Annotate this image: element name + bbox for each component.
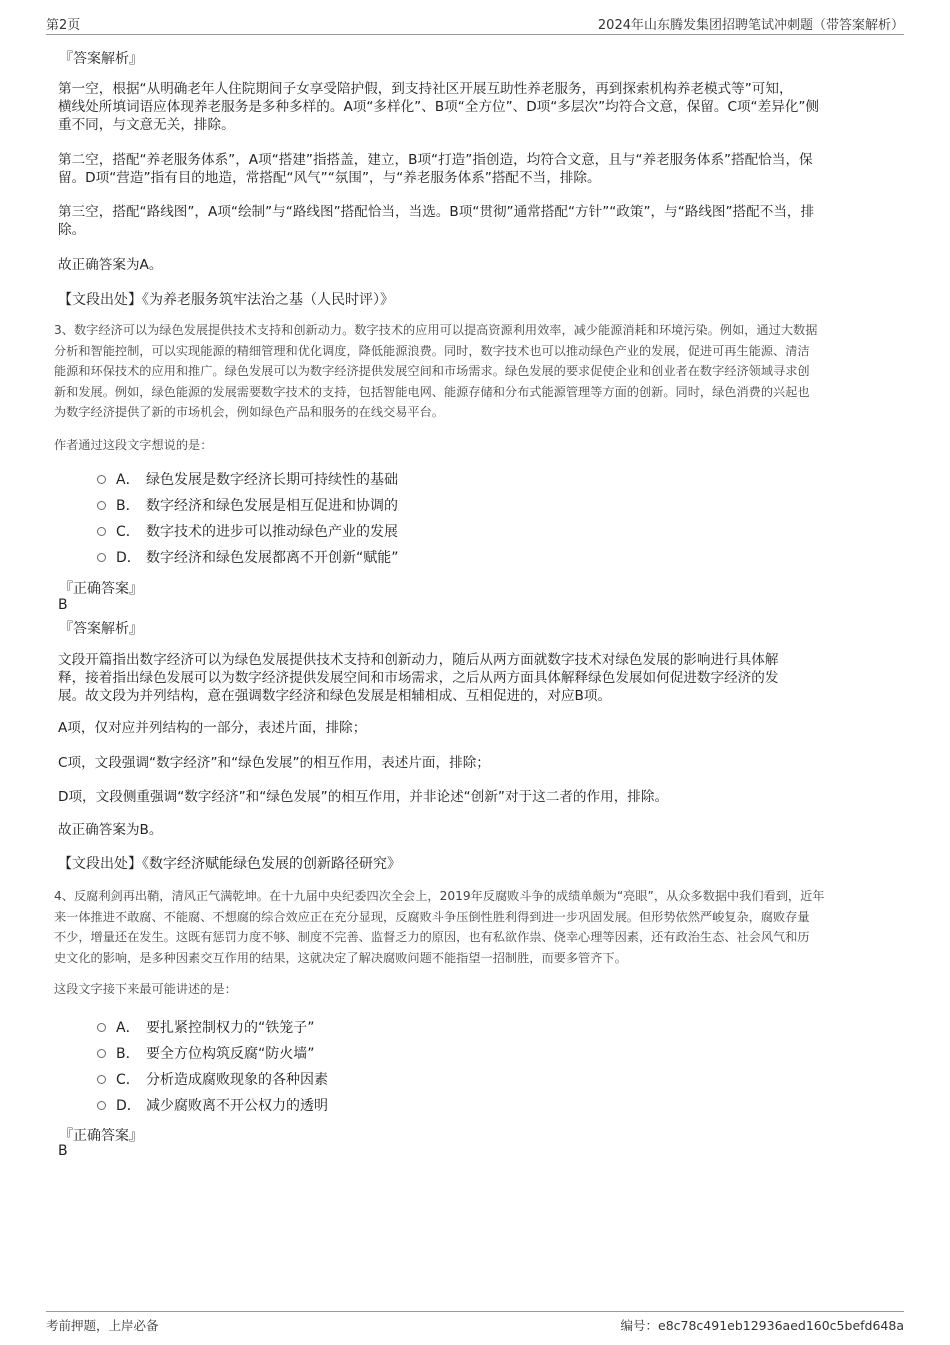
radio-icon[interactable] xyxy=(97,1023,106,1032)
option-a[interactable] xyxy=(97,468,398,490)
page-header xyxy=(46,12,904,35)
source-citation: 【文段出处】《为养老服务筑牢法治之基（人民时评）》 xyxy=(58,292,394,308)
footer-slogan: 考前押题，上岸必备 xyxy=(46,1318,159,1333)
option-letter: A． xyxy=(116,1020,140,1036)
text-line: 史文化的影响，是多种因素交互作用的结果，这就决定了解决腐败问题不能指望一招制胜，而要多管齐下。 xyxy=(54,950,627,965)
analysis-paragraph: D项，文段侧重强调“数字经济”和“绿色发展”的相互作用，并非论述“创新”对于这二者的作用，排除。 xyxy=(58,789,669,805)
question-stem xyxy=(54,320,899,423)
text-line: 来一体推进不敢腐、不能腐、不想腐的综合效应正在充分显现，反腐败斗争压倒性胜利得到进一步巩固发展。但形势依然严峻复杂，腐败存量 xyxy=(54,909,810,924)
analysis-paragraph xyxy=(58,651,888,705)
radio-icon[interactable] xyxy=(97,527,106,536)
option-d[interactable] xyxy=(97,546,399,568)
option-a[interactable] xyxy=(97,1016,315,1038)
text-line: 不少，增量还在发生。这既有惩罚力度不够、制度不完善、监督乏力的原因，也有私欲作祟、侥幸心理等因素，还有政治生态、社会风气和历 xyxy=(54,930,810,944)
text-line: 文段开篇指出数字经济可以为绿色发展提供技术支持和创新动力，随后从两方面就数字技术对绿色发展的影响进行具体解 xyxy=(58,652,779,668)
analysis-paragraph xyxy=(58,151,888,187)
option-text: 要扎紧控制权力的“铁笼子” xyxy=(146,1020,315,1036)
text-line: 释，接着指出绿色发展可以为数字经济提供发展空间和市场需求，之后从两方面具体解释绿色发展如何促进数字经济的发 xyxy=(58,670,779,686)
text-line: 为数字经济提供了新的市场机会，例如绿色产品和服务的在线交易平台。 xyxy=(54,405,444,419)
answer-label: 『正确答案』 xyxy=(59,581,143,597)
option-c[interactable] xyxy=(97,520,398,542)
text-line: 第三空，搭配“路线图”，A项“绘制”与“路线图”搭配恰当，当选。B项“贯彻”通常搭配“方针”“政策”，与“路线图”搭配不当，排 xyxy=(58,204,815,220)
option-letter: D． xyxy=(116,1098,141,1114)
option-letter: A． xyxy=(116,472,140,488)
option-d[interactable] xyxy=(97,1094,328,1116)
radio-icon[interactable] xyxy=(97,1101,106,1110)
question-prompt: 作者通过这段文字想说的是： xyxy=(54,438,213,452)
option-letter: D． xyxy=(116,550,141,566)
document-id: 编号：e8c78c491eb12936aed160c5befd648a xyxy=(620,1318,904,1333)
answer-label: 『正确答案』 xyxy=(59,1128,143,1144)
radio-icon[interactable] xyxy=(97,501,106,510)
option-b[interactable] xyxy=(97,1042,315,1064)
answer-value: B xyxy=(58,1143,68,1159)
text-line: 重不同，与文意无关，排除。 xyxy=(58,117,235,133)
text-line: 分析和智能控制，可以实现能源的精细管理和优化调度，降低能源浪费。同时，数字技术也可以推动绿色产业的发展，促进可再生能源、清洁 xyxy=(54,343,810,358)
analysis-paragraph xyxy=(58,203,888,239)
analysis-paragraph xyxy=(58,80,888,134)
radio-icon[interactable] xyxy=(97,553,106,562)
text-line: 横线处所填词语应体现养老服务是多种多样的。A项“多样化”、B项“全方位”、D项“多层次”均符合文意，保留。C项“差异化”侧 xyxy=(58,99,820,115)
source-citation: 【文段出处】《数字经济赋能绿色发展的创新路径研究》 xyxy=(58,856,401,872)
text-line: 展。故文段为并列结构，意在强调数字经济和绿色发展是相辅相成、互相促进的，对应B项。 xyxy=(58,688,612,704)
option-c[interactable] xyxy=(97,1068,328,1090)
option-text: 减少腐败离不开公权力的透明 xyxy=(146,1098,328,1114)
option-text: 数字经济和绿色发展是相互促进和协调的 xyxy=(146,498,398,514)
text-line: 新和发展。例如，绿色能源的发展需要数字技术的支持，包括智能电网、能源存储和分布式能源管理等方面的创新。同时，绿色消费的兴起也 xyxy=(54,384,810,399)
option-letter: C． xyxy=(116,1072,140,1088)
option-text: 分析造成腐败现象的各种因素 xyxy=(146,1072,328,1088)
radio-icon[interactable] xyxy=(97,1049,106,1058)
analysis-paragraph: A项，仅对应并列结构的一部分，表述片面，排除； xyxy=(58,720,367,736)
page-number: 第2页 xyxy=(46,18,81,33)
text-line: 留。D项“营造”指有目的地造，常搭配“风气”“氛围”，与“养老服务体系”搭配不当，排除。 xyxy=(58,170,601,186)
conclusion-text: 故正确答案为A。 xyxy=(58,257,163,273)
text-line: 第二空，搭配“养老服务体系”，A项“搭建”指搭盖，建立，B项“打造”指创造，均符合文意，且与“养老服务体系”搭配恰当，保 xyxy=(58,152,813,168)
text-line: 除。 xyxy=(58,222,86,238)
radio-icon[interactable] xyxy=(97,475,106,484)
question-stem xyxy=(54,886,899,968)
option-b[interactable] xyxy=(97,494,398,516)
conclusion-text: 故正确答案为B。 xyxy=(58,822,163,838)
analysis-label: 『答案解析』 xyxy=(59,621,143,637)
option-text: 数字经济和绿色发展都离不开创新“赋能” xyxy=(146,550,399,566)
text-line: 4、反腐利剑再出鞘，清风正气满乾坤。在十九届中央纪委四次全会上，2019年反腐败斗争的成绩单颇为“亮眼”，从众多数据中我们看到，近年 xyxy=(54,889,825,903)
radio-icon[interactable] xyxy=(97,1075,106,1084)
option-text: 数字技术的进步可以推动绿色产业的发展 xyxy=(146,524,398,540)
analysis-label: 『答案解析』 xyxy=(59,51,143,67)
option-text: 绿色发展是数字经济长期可持续性的基础 xyxy=(146,472,398,488)
option-text: 要全方位构筑反腐“防火墙” xyxy=(146,1046,315,1062)
option-letter: B． xyxy=(116,1046,140,1062)
question-prompt: 这段文字接下来最可能讲述的是： xyxy=(54,982,237,996)
option-letter: C． xyxy=(116,524,140,540)
text-line: 3、数字经济可以为绿色发展提供技术支持和创新动力。数字技术的应用可以提高资源利用效率，减少能源消耗和环境污染。例如，通过大数据 xyxy=(54,323,818,337)
text-line: 第一空，根据“从明确老年人住院期间子女享受陪护假，到支持社区开展互助性养老服务，再到探索机构养老模式等”可知， xyxy=(58,81,793,97)
text-line: 能源和环保技术的应用和推广。绿色发展可以为数字经济提供发展空间和市场需求。绿色发展的要求促使企业和创业者在数字经济领域寻求创 xyxy=(54,364,810,378)
option-letter: B． xyxy=(116,498,140,514)
page-footer xyxy=(46,1311,904,1336)
analysis-paragraph: C项，文段强调“数字经济”和“绿色发展”的相互作用，表述片面，排除； xyxy=(58,755,490,771)
answer-value: B xyxy=(58,597,68,613)
document-title: 2024年山东腾发集团招聘笔试冲刺题（带答案解析） xyxy=(597,18,904,33)
